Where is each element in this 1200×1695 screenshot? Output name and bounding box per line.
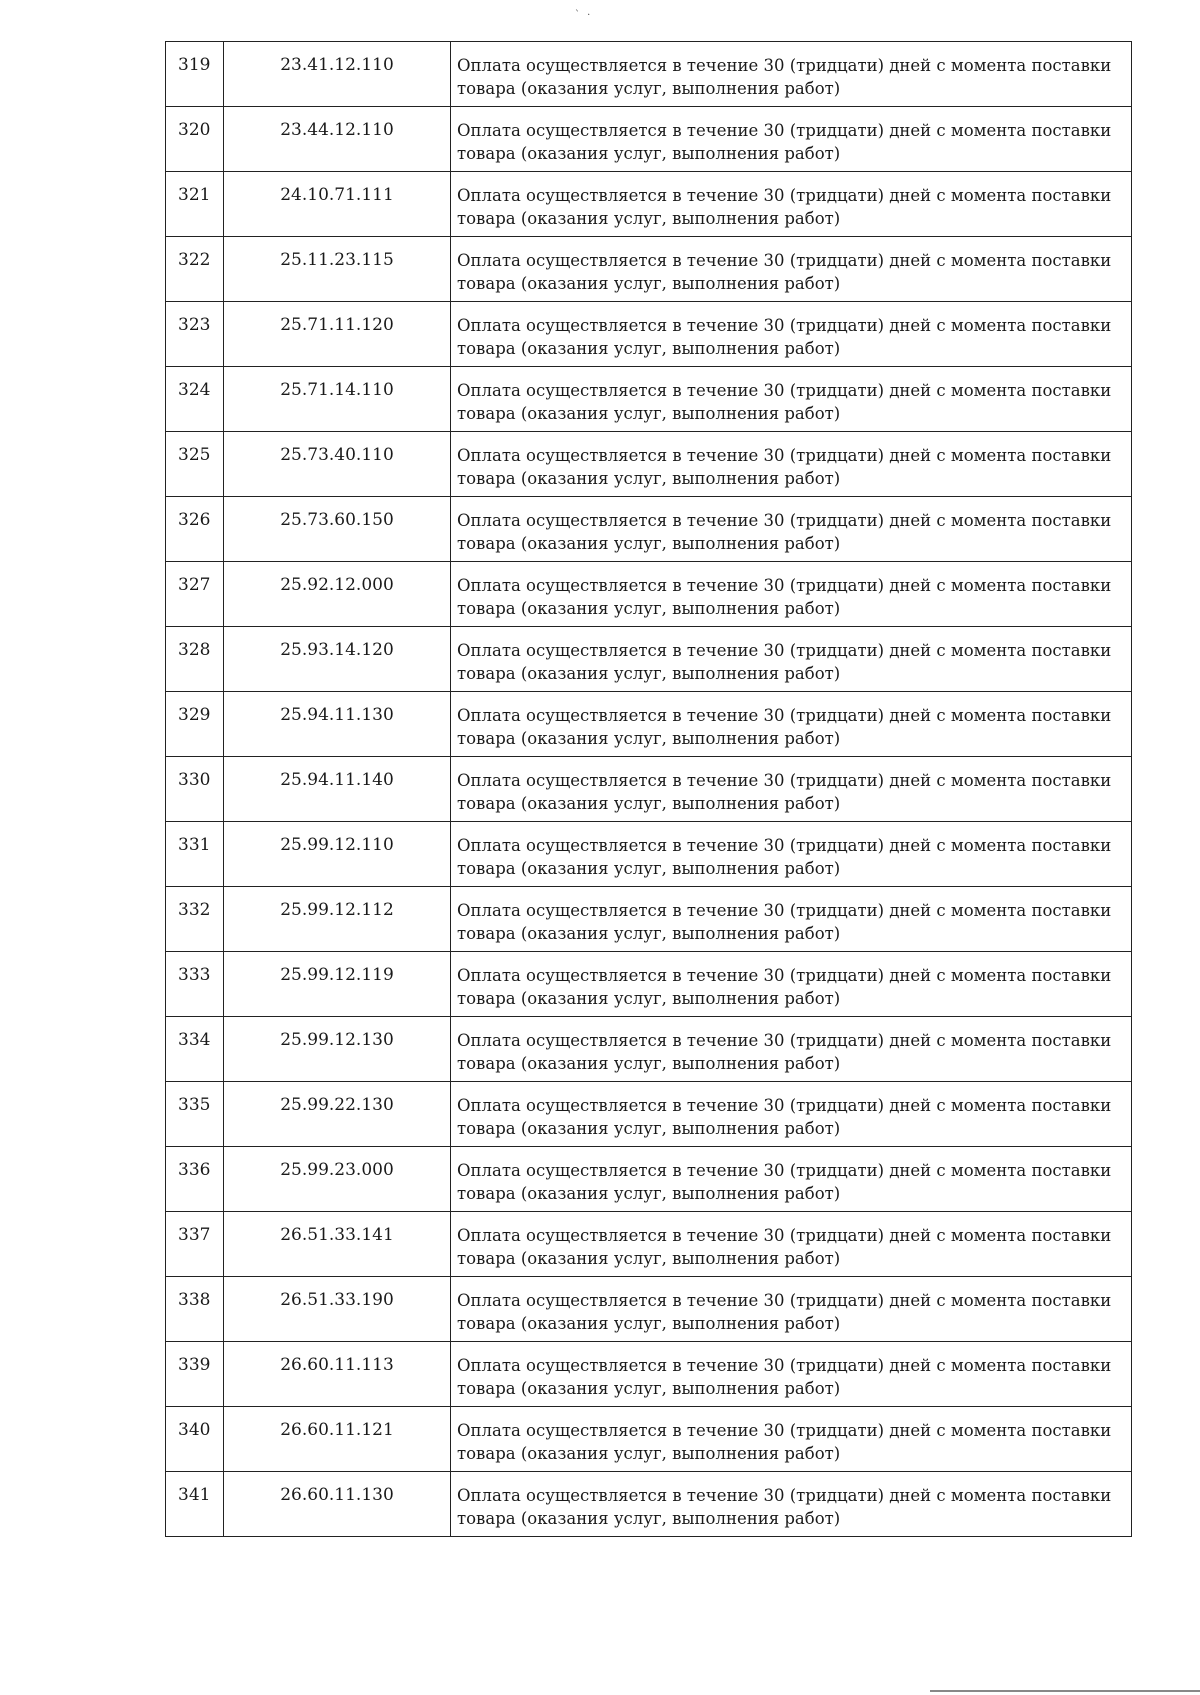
row-number: 329	[166, 692, 224, 757]
payment-terms-text: Оплата осуществляется в течение 30 (тридцати) дней с момента поставки товара (оказания услуг, выполнения работ)	[451, 1472, 1132, 1537]
okpd-code: 25.73.40.110	[224, 432, 451, 497]
okpd-code: 26.51.33.190	[224, 1277, 451, 1342]
payment-terms-text: Оплата осуществляется в течение 30 (тридцати) дней с момента поставки товара (оказания услуг, выполнения работ)	[451, 822, 1132, 887]
okpd-code: 25.73.60.150	[224, 497, 451, 562]
table-row	[166, 107, 1132, 172]
table-row	[166, 237, 1132, 302]
table-row	[166, 302, 1132, 367]
row-number: 330	[166, 757, 224, 822]
page-mark: ` ·	[575, 10, 593, 21]
okpd-code: 25.71.11.120	[224, 302, 451, 367]
row-number: 331	[166, 822, 224, 887]
payment-terms-text: Оплата осуществляется в течение 30 (тридцати) дней с момента поставки товара (оказания услуг, выполнения работ)	[451, 562, 1132, 627]
okpd-code: 25.92.12.000	[224, 562, 451, 627]
row-number: 333	[166, 952, 224, 1017]
row-number: 335	[166, 1082, 224, 1147]
table-body	[166, 42, 1132, 1537]
row-number: 341	[166, 1472, 224, 1537]
payment-terms-text: Оплата осуществляется в течение 30 (тридцати) дней с момента поставки товара (оказания услуг, выполнения работ)	[451, 107, 1132, 172]
table-row	[166, 1342, 1132, 1407]
okpd-code: 25.94.11.140	[224, 757, 451, 822]
row-number: 320	[166, 107, 224, 172]
table-row	[166, 1212, 1132, 1277]
row-number: 321	[166, 172, 224, 237]
payment-terms-text: Оплата осуществляется в течение 30 (тридцати) дней с момента поставки товара (оказания услуг, выполнения работ)	[451, 627, 1132, 692]
payment-terms-text: Оплата осуществляется в течение 30 (тридцати) дней с момента поставки товара (оказания услуг, выполнения работ)	[451, 432, 1132, 497]
okpd-code: 25.94.11.130	[224, 692, 451, 757]
table-row	[166, 627, 1132, 692]
table-row	[166, 1472, 1132, 1537]
table-row	[166, 692, 1132, 757]
table-row	[166, 172, 1132, 237]
okpd-code: 26.60.11.113	[224, 1342, 451, 1407]
okpd-code: 25.93.14.120	[224, 627, 451, 692]
payment-terms-text: Оплата осуществляется в течение 30 (тридцати) дней с момента поставки товара (оказания услуг, выполнения работ)	[451, 692, 1132, 757]
okpd-code: 26.60.11.121	[224, 1407, 451, 1472]
payment-terms-table	[165, 41, 1132, 1537]
payment-terms-text: Оплата осуществляется в течение 30 (тридцати) дней с момента поставки товара (оказания услуг, выполнения работ)	[451, 1017, 1132, 1082]
okpd-code: 24.10.71.111	[224, 172, 451, 237]
table-row	[166, 497, 1132, 562]
table-row	[166, 952, 1132, 1017]
payment-terms-text: Оплата осуществляется в течение 30 (тридцати) дней с момента поставки товара (оказания услуг, выполнения работ)	[451, 302, 1132, 367]
payment-terms-text: Оплата осуществляется в течение 30 (тридцати) дней с момента поставки товара (оказания услуг, выполнения работ)	[451, 1212, 1132, 1277]
payment-terms-text: Оплата осуществляется в течение 30 (тридцати) дней с момента поставки товара (оказания услуг, выполнения работ)	[451, 1342, 1132, 1407]
table-row	[166, 757, 1132, 822]
okpd-code: 25.99.12.112	[224, 887, 451, 952]
row-number: 325	[166, 432, 224, 497]
table-row	[166, 887, 1132, 952]
table-row	[166, 1407, 1132, 1472]
table-row	[166, 1017, 1132, 1082]
row-number: 340	[166, 1407, 224, 1472]
row-number: 338	[166, 1277, 224, 1342]
payment-terms-text: Оплата осуществляется в течение 30 (тридцати) дней с момента поставки товара (оказания услуг, выполнения работ)	[451, 367, 1132, 432]
okpd-code: 23.44.12.110	[224, 107, 451, 172]
row-number: 328	[166, 627, 224, 692]
row-number: 326	[166, 497, 224, 562]
row-number: 324	[166, 367, 224, 432]
payment-terms-text: Оплата осуществляется в течение 30 (тридцати) дней с момента поставки товара (оказания услуг, выполнения работ)	[451, 1147, 1132, 1212]
okpd-code: 25.71.14.110	[224, 367, 451, 432]
table-row	[166, 562, 1132, 627]
row-number: 323	[166, 302, 224, 367]
payment-terms-text: Оплата осуществляется в течение 30 (тридцати) дней с момента поставки товара (оказания услуг, выполнения работ)	[451, 172, 1132, 237]
payment-terms-text: Оплата осуществляется в течение 30 (тридцати) дней с момента поставки товара (оказания услуг, выполнения работ)	[451, 757, 1132, 822]
okpd-code: 26.51.33.141	[224, 1212, 451, 1277]
payment-terms-text: Оплата осуществляется в течение 30 (тридцати) дней с момента поставки товара (оказания услуг, выполнения работ)	[451, 42, 1132, 107]
okpd-code: 26.60.11.130	[224, 1472, 451, 1537]
table-row	[166, 367, 1132, 432]
okpd-code: 25.99.12.110	[224, 822, 451, 887]
table-row	[166, 822, 1132, 887]
payment-terms-text: Оплата осуществляется в течение 30 (тридцати) дней с момента поставки товара (оказания услуг, выполнения работ)	[451, 1407, 1132, 1472]
row-number: 322	[166, 237, 224, 302]
payment-terms-text: Оплата осуществляется в течение 30 (тридцати) дней с момента поставки товара (оказания услуг, выполнения работ)	[451, 952, 1132, 1017]
okpd-code: 23.41.12.110	[224, 42, 451, 107]
row-number: 334	[166, 1017, 224, 1082]
row-number: 319	[166, 42, 224, 107]
payment-terms-text: Оплата осуществляется в течение 30 (тридцати) дней с момента поставки товара (оказания услуг, выполнения работ)	[451, 887, 1132, 952]
table-row	[166, 1277, 1132, 1342]
row-number: 327	[166, 562, 224, 627]
table-row	[166, 1082, 1132, 1147]
table-row	[166, 42, 1132, 107]
table-row	[166, 432, 1132, 497]
okpd-code: 25.99.22.130	[224, 1082, 451, 1147]
payment-terms-text: Оплата осуществляется в течение 30 (тридцати) дней с момента поставки товара (оказания услуг, выполнения работ)	[451, 1277, 1132, 1342]
row-number: 339	[166, 1342, 224, 1407]
row-number: 336	[166, 1147, 224, 1212]
page-edge-line	[930, 1690, 1200, 1692]
okpd-code: 25.99.23.000	[224, 1147, 451, 1212]
payment-terms-text: Оплата осуществляется в течение 30 (тридцати) дней с момента поставки товара (оказания услуг, выполнения работ)	[451, 237, 1132, 302]
okpd-code: 25.99.12.130	[224, 1017, 451, 1082]
payment-terms-text: Оплата осуществляется в течение 30 (тридцати) дней с момента поставки товара (оказания услуг, выполнения работ)	[451, 497, 1132, 562]
row-number: 332	[166, 887, 224, 952]
table-row	[166, 1147, 1132, 1212]
payment-terms-text: Оплата осуществляется в течение 30 (тридцати) дней с момента поставки товара (оказания услуг, выполнения работ)	[451, 1082, 1132, 1147]
row-number: 337	[166, 1212, 224, 1277]
okpd-code: 25.11.23.115	[224, 237, 451, 302]
okpd-code: 25.99.12.119	[224, 952, 451, 1017]
